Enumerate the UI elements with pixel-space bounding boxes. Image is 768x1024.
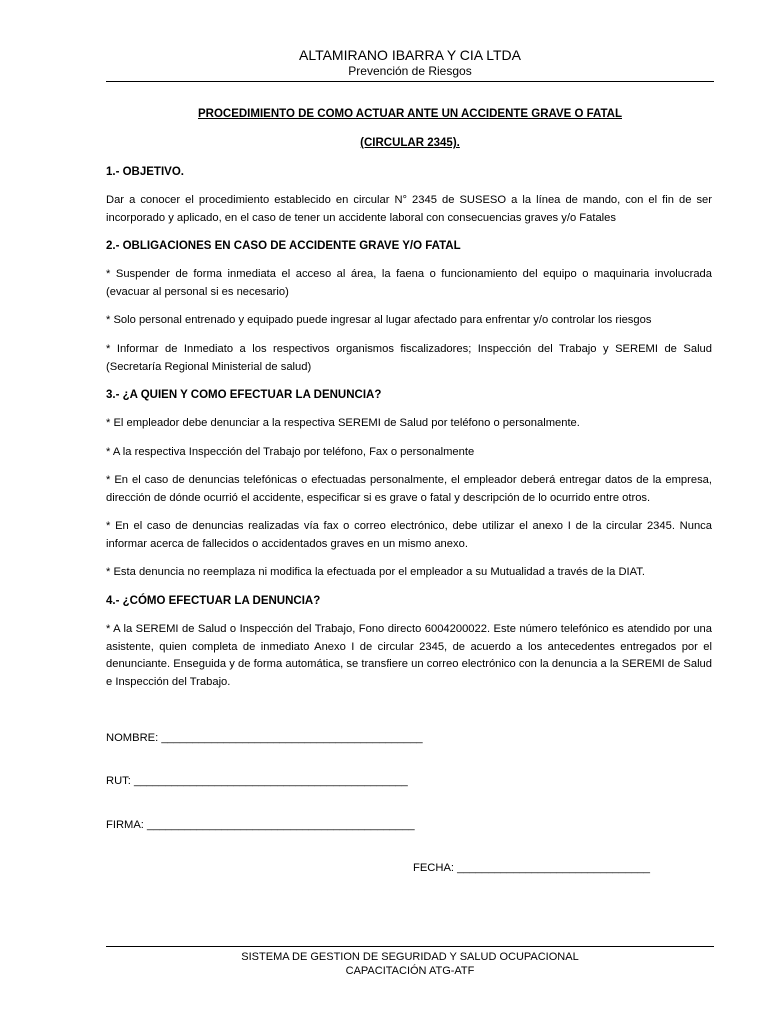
- department-subtitle: Prevención de Riesgos: [348, 64, 472, 78]
- document-title: PROCEDIMIENTO DE COMO ACTUAR ANTE UN ACCIDENTE GRAVE O FATAL: [197, 108, 622, 120]
- footer-training-code: CAPACITACIÓN ATG-ATF: [345, 965, 475, 977]
- section-heading-como-denuncia: 4.- ¿CÓMO EFECTUAR LA DENUNCIA?: [106, 595, 321, 607]
- section-heading-obligaciones: 2.- OBLIGACIONES EN CASO DE ACCIDENTE GRAVE Y/O FATAL: [106, 240, 461, 252]
- fecha-field: FECHA: _______________________________: [413, 862, 651, 874]
- firma-field: FIRMA: ___________________________________________: [106, 819, 415, 831]
- bullet-paragraph: * Solo personal entrenado y equipado puede ingresar al lugar afectado para enfrentar y/o controlar los riesgos: [106, 314, 652, 326]
- bullet-paragraph: * En el caso de denuncias telefónicas o efectuadas personalmente, el empleador deberá entregar datos de la empresa, dirección de dónde ocurrió el accidente, especificar si es grave o fatal y descripción de lo ocurrido entre otros.: [106, 474, 712, 504]
- section-heading-denuncia: 3.- ¿A QUIEN Y COMO EFECTUAR LA DENUNCIA?: [106, 389, 382, 401]
- bullet-paragraph: * A la respectiva Inspección del Trabajo por teléfono, Fax o personalmente: [106, 446, 475, 458]
- paragraph: * A la SEREMI de Salud o Inspección del Trabajo, Fono directo 6004200022. Este número telefónico es atendido por una asistente, quien completa de inmediato Anexo I de circular 2345, de acuerdo a los antecedentes entregados por el denunciante. Enseguida y de forma automática, se transfiere un correo electrónico con la denuncia a la SEREMI de Salud e Inspección del Trabajo.: [106, 623, 712, 688]
- bullet-paragraph: * El empleador debe denunciar a la respectiva SEREMI de Salud por teléfono o personalmente.: [106, 417, 580, 429]
- company-name: ALTAMIRANO IBARRA Y CIA LTDA: [299, 47, 521, 63]
- bullet-paragraph: * En el caso de denuncias realizadas vía fax o correo electrónico, debe utilizar el anexo I de la circular 2345. Nunca informar acerca de fallecidos o accidentados graves en un mismo anexo.: [106, 520, 712, 550]
- paragraph: Dar a conocer el procedimiento establecido en circular N° 2345 de SUSESO a la línea de mando, con el fin de ser incorporado y aplicado, en el caso de tener un accidente laboral con consecuencias graves y/o Fatales: [106, 194, 712, 224]
- document-header: [106, 46, 714, 79]
- rut-field: RUT: ____________________________________________: [106, 775, 408, 787]
- footer-divider: [106, 946, 714, 947]
- document-title-circular: (CIRCULAR 2345).: [360, 137, 460, 149]
- bullet-paragraph: * Suspender de forma inmediata el acceso al área, la faena o funcionamiento del equipo o maquinaria involucrada (evacuar al personal si es necesario): [106, 268, 712, 298]
- bullet-paragraph: * Informar de Inmediato a los respectivos organismos fiscalizadores; Inspección del Trabajo y SEREMI de Salud (Secretaría Regional Ministerial de salud): [106, 343, 712, 373]
- header-divider: [106, 81, 714, 82]
- bullet-paragraph: * Esta denuncia no reemplaza ni modifica la efectuada por el empleador a su Mutualidad a través de la DIAT.: [106, 566, 645, 578]
- section-heading-objetivo: 1.- OBJETIVO.: [106, 166, 184, 178]
- footer-system-name: SISTEMA DE GESTION DE SEGURIDAD Y SALUD OCUPACIONAL: [241, 951, 579, 963]
- nombre-field: NOMBRE: __________________________________________: [106, 732, 423, 744]
- document-footer: [106, 950, 714, 978]
